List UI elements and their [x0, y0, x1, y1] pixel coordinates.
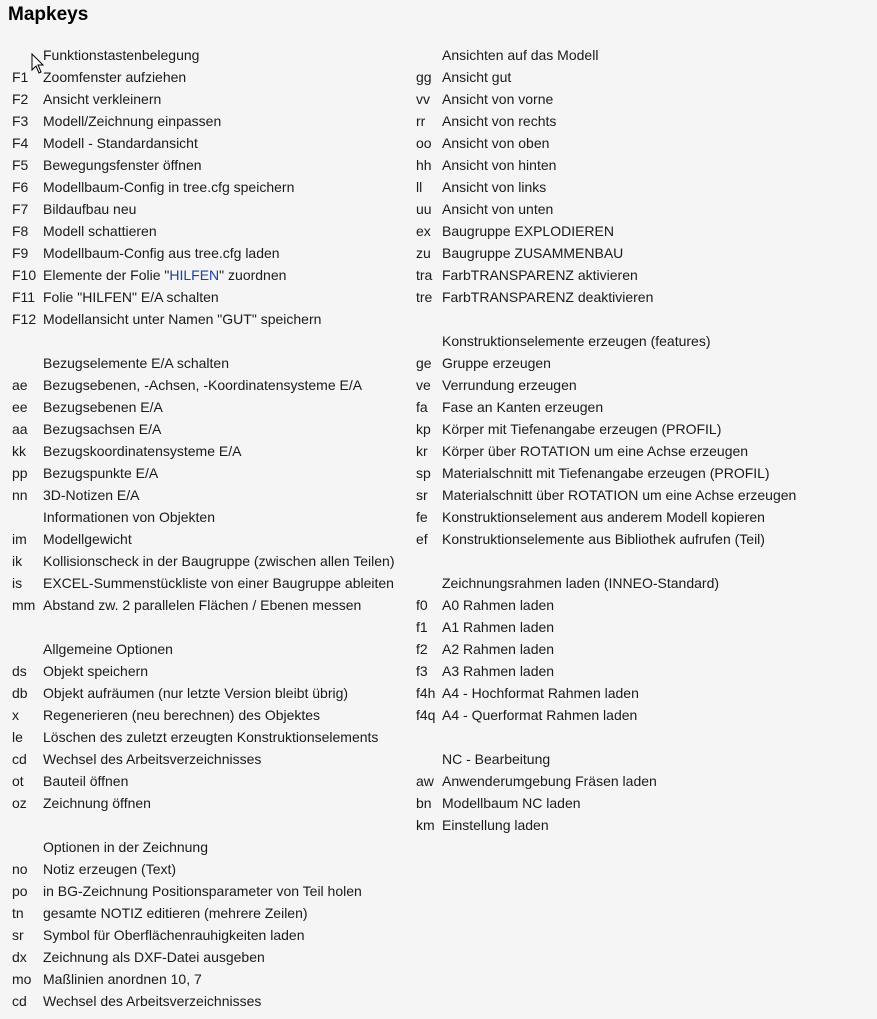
mapkey-row: [12, 902, 412, 924]
mapkey-key: km: [416, 817, 435, 833]
section-heading: [416, 330, 876, 352]
mapkey-row: [12, 462, 412, 484]
mapkey-row: [12, 572, 412, 594]
mapkey-row: [12, 770, 412, 792]
mapkey-key: ik: [12, 553, 23, 569]
mapkey-row: [416, 506, 876, 528]
mapkey-key: le: [12, 729, 23, 745]
mapkey-row: [416, 770, 876, 792]
mapkey-row: [416, 88, 876, 110]
mapkey-row: [12, 748, 412, 770]
spacer-row: [416, 550, 876, 572]
mapkey-description: Modell schattieren: [43, 223, 157, 239]
mapkey-key: F6: [12, 179, 29, 195]
mapkey-key: f1: [416, 619, 428, 635]
mapkey-row: [12, 704, 412, 726]
mapkey-description: Objekt speichern: [43, 663, 149, 679]
mapkey-description: Modell/Zeichnung einpassen: [43, 113, 222, 129]
mapkey-row: [12, 264, 412, 286]
mapkey-description: Fase an Kanten erzeugen: [442, 399, 604, 415]
mapkey-row: [12, 792, 412, 814]
mapkey-key: F8: [12, 223, 29, 239]
mapkey-row: [12, 528, 412, 550]
mapkey-description: Symbol für Oberflächenrauhigkeiten laden: [43, 927, 305, 943]
mapkey-description: A4 - Querformat Rahmen laden: [442, 707, 638, 723]
mapkey-key: ve: [416, 377, 431, 393]
section-heading: [416, 748, 876, 770]
mapkey-row: [416, 484, 876, 506]
mapkey-key: mm: [12, 597, 36, 613]
mapkey-key: F4: [12, 135, 29, 151]
mapkey-key: vv: [416, 91, 430, 107]
mapkey-key: is: [12, 575, 23, 591]
layer-name-highlight: HILFEN: [169, 267, 220, 283]
mapkey-row: [12, 968, 412, 990]
mapkey-key: no: [12, 861, 28, 877]
mapkey-description: Bezugsachsen E/A: [43, 421, 162, 437]
mapkey-key: ds: [12, 663, 27, 679]
mapkey-key: hh: [416, 157, 432, 173]
section-heading-text: Informationen von Objekten: [43, 509, 215, 525]
description-text: Elemente der Folie ": [43, 267, 170, 283]
mapkey-key: kk: [12, 443, 26, 459]
mapkey-description: A3 Rahmen laden: [442, 663, 555, 679]
mapkey-description: Bezugsebenen E/A: [43, 399, 163, 415]
mapkey-description: Modellgewicht: [43, 531, 132, 547]
mapkey-row: [416, 374, 876, 396]
mapkey-row: [416, 132, 876, 154]
mapkey-description: Ansicht von hinten: [442, 157, 557, 173]
mapkey-description: Bezugskoordinatensysteme E/A: [43, 443, 242, 459]
mapkey-row: [416, 66, 876, 88]
mapkey-key: zu: [416, 245, 431, 261]
section-heading-text: Optionen in der Zeichnung: [43, 839, 208, 855]
mapkey-row: [12, 198, 412, 220]
mapkey-row: [12, 242, 412, 264]
mapkey-description: Folie "HILFEN" E/A schalten: [43, 289, 219, 305]
mapkey-description: Modell - Standardansicht: [43, 135, 198, 151]
mapkey-key: cd: [12, 993, 27, 1009]
mapkey-description: A0 Rahmen laden: [442, 597, 555, 613]
mapkey-row: [12, 880, 412, 902]
mapkeys-right-column: [416, 44, 876, 836]
mapkey-description: A2 Rahmen laden: [442, 641, 555, 657]
mapkey-description: Bauteil öffnen: [43, 773, 129, 789]
section-heading-text: Funktionstastenbelegung: [43, 47, 200, 63]
mapkey-key: gg: [416, 69, 432, 85]
mapkey-key: kp: [416, 421, 431, 437]
mapkey-key: tra: [416, 267, 433, 283]
mapkey-row: [416, 110, 876, 132]
section-heading-text: Zeichnungsrahmen laden (INNEO-Standard): [442, 575, 720, 591]
mapkey-key: tre: [416, 289, 433, 305]
mapkey-key: oo: [416, 135, 432, 151]
mapkey-row: [416, 396, 876, 418]
mapkey-key: sr: [12, 927, 24, 943]
mapkey-row: [416, 440, 876, 462]
mapkey-key: rr: [416, 113, 426, 129]
description-text: " zuordnen: [219, 267, 287, 283]
mapkey-row: [416, 198, 876, 220]
mapkey-description: Anwenderumgebung Fräsen laden: [442, 773, 657, 789]
spacer-row: [12, 616, 412, 638]
mapkey-key: tn: [12, 905, 24, 921]
mapkey-row: [416, 462, 876, 484]
mapkey-row: [416, 220, 876, 242]
mapkey-description: Ansicht von links: [442, 179, 547, 195]
section-heading-text: Ansichten auf das Modell: [442, 47, 599, 63]
mapkeys-left-column: [12, 44, 412, 1012]
mapkey-row: [12, 990, 412, 1012]
mapkey-row: [416, 264, 876, 286]
mapkey-description: Verrundung erzeugen: [442, 377, 577, 393]
mapkey-key: F12: [12, 311, 37, 327]
mapkey-key: ex: [416, 223, 431, 239]
mapkey-row: [416, 528, 876, 550]
mapkey-description: Konstruktionselemente aus Bibliothek aufrufen (Teil): [442, 531, 765, 547]
mapkey-description: Wechsel des Arbeitsverzeichnisses: [43, 751, 262, 767]
mapkey-key: F5: [12, 157, 29, 173]
mapkey-description: Gruppe erzeugen: [442, 355, 551, 371]
mapkey-row: [416, 660, 876, 682]
mapkey-row: [12, 308, 412, 330]
mapkey-description: Modellbaum-Config in tree.cfg speichern: [43, 179, 295, 195]
mapkey-row: [12, 396, 412, 418]
mapkey-row: [416, 286, 876, 308]
mapkey-key: F3: [12, 113, 29, 129]
spacer-row: [416, 726, 876, 748]
section-heading-text: NC - Bearbeitung: [442, 751, 551, 767]
mapkey-row: [416, 792, 876, 814]
section-heading: [416, 44, 876, 66]
mapkey-row: [416, 176, 876, 198]
mouse-pointer-icon: [31, 53, 45, 75]
mapkey-row: [416, 154, 876, 176]
mapkey-key: fe: [416, 509, 428, 525]
mapkey-description: in BG-Zeichnung Positionsparameter von Teil holen: [43, 883, 362, 899]
mapkey-key: f4h: [416, 685, 436, 701]
mapkey-key: ef: [416, 531, 428, 547]
mapkey-row: [12, 374, 412, 396]
mapkey-key: f3: [416, 663, 428, 679]
mapkey-key: ae: [12, 377, 28, 393]
mapkey-description: Konstruktionselement aus anderem Modell kopieren: [442, 509, 765, 525]
mapkey-key: F7: [12, 201, 29, 217]
section-heading: [416, 572, 876, 594]
mapkey-description: A4 - Hochformat Rahmen laden: [442, 685, 639, 701]
mapkey-key: aa: [12, 421, 28, 437]
mapkey-description: FarbTRANSPARENZ deaktivieren: [442, 289, 654, 305]
mapkey-key: kr: [416, 443, 428, 459]
mapkey-row: [12, 660, 412, 682]
mapkey-key: ot: [12, 773, 24, 789]
mapkey-description: Zeichnung öffnen: [43, 795, 151, 811]
mapkey-key: F1: [12, 69, 29, 85]
mapkey-key: sr: [416, 487, 428, 503]
mapkey-description: Bezugspunkte E/A: [43, 465, 159, 481]
mapkey-row: [416, 616, 876, 638]
mapkey-row: [416, 704, 876, 726]
mapkey-description: Körper mit Tiefenangabe erzeugen (PROFIL): [442, 421, 722, 437]
mapkey-key: db: [12, 685, 28, 701]
mapkey-key: pp: [12, 465, 28, 481]
mapkey-key: po: [12, 883, 28, 899]
mapkey-description: A1 Rahmen laden: [442, 619, 555, 635]
mapkey-description: Bezugsebenen, -Achsen, -Koordinatensysteme E/A: [43, 377, 363, 393]
mapkey-row: [12, 946, 412, 968]
mapkey-description: Ansicht von rechts: [442, 113, 557, 129]
section-heading: [12, 836, 412, 858]
mapkey-key: F11: [12, 289, 36, 305]
mapkey-description: Materialschnitt über ROTATION um eine Achse erzeugen: [442, 487, 797, 503]
mapkey-description: EXCEL-Summenstückliste von einer Baugruppe ableiten: [43, 575, 394, 591]
mapkey-key: F9: [12, 245, 29, 261]
mapkey-row: [416, 418, 876, 440]
mapkey-description: Ansicht von oben: [442, 135, 550, 151]
mapkey-key: ee: [12, 399, 28, 415]
section-heading-text: Bezugselemente E/A schalten: [43, 355, 230, 371]
mapkey-description: Kollisionscheck in der Baugruppe (zwischen allen Teilen): [43, 553, 395, 569]
mapkey-key: mo: [12, 971, 32, 987]
mapkey-row: [12, 858, 412, 880]
mapkey-description: Baugruppe EXPLODIEREN: [442, 223, 614, 239]
mapkey-row: [12, 220, 412, 242]
mapkey-key: im: [12, 531, 27, 547]
mapkey-row: [416, 352, 876, 374]
mapkey-description: Bildaufbau neu: [43, 201, 137, 217]
mapkey-description: FarbTRANSPARENZ aktivieren: [442, 267, 638, 283]
mapkey-row: [12, 66, 412, 88]
mapkey-description: Körper über ROTATION um eine Achse erzeugen: [442, 443, 749, 459]
mapkey-row: [12, 418, 412, 440]
section-heading-text: Konstruktionselemente erzeugen (features): [442, 333, 711, 349]
mapkey-row: [12, 176, 412, 198]
spacer-row: [416, 308, 876, 330]
mapkey-description: Zoomfenster aufziehen: [43, 69, 187, 85]
section-heading: [12, 506, 412, 528]
mapkey-key: x: [12, 707, 19, 723]
mapkey-description: Objekt aufräumen (nur letzte Version bleibt übrig): [43, 685, 349, 701]
mapkey-row: [12, 682, 412, 704]
mapkey-row: [12, 594, 412, 616]
mapkey-description: Maßlinien anordnen 10, 7: [43, 971, 202, 987]
mapkey-row: [12, 484, 412, 506]
mapkey-key: fa: [416, 399, 428, 415]
mapkey-key: dx: [12, 949, 27, 965]
mapkey-key: F10: [12, 267, 37, 283]
mapkey-description: Ansicht von vorne: [442, 91, 554, 107]
section-heading: [12, 638, 412, 660]
mapkey-description: Ansicht verkleinern: [43, 91, 162, 107]
section-heading: [12, 352, 412, 374]
mapkey-row: [12, 110, 412, 132]
mapkey-description: Ansicht von unten: [442, 201, 554, 217]
section-heading-text: Allgemeine Optionen: [43, 641, 173, 657]
mapkey-key: uu: [416, 201, 432, 217]
mapkey-key: oz: [12, 795, 27, 811]
mapkey-description: Modellbaum NC laden: [442, 795, 581, 811]
mapkey-description: Ansicht gut: [442, 69, 512, 85]
mapkey-row: [12, 550, 412, 572]
mapkey-description: Notiz erzeugen (Text): [43, 861, 177, 877]
mapkey-key: aw: [416, 773, 434, 789]
mapkey-row: [12, 726, 412, 748]
mapkey-description: Löschen des zuletzt erzeugten Konstruktionselements: [43, 729, 379, 745]
mapkey-description: gesamte NOTIZ editieren (mehrere Zeilen): [43, 905, 308, 921]
mapkey-key: bn: [416, 795, 432, 811]
page-title: Mapkeys: [8, 4, 89, 25]
mapkey-row: [12, 286, 412, 308]
mapkey-description: Wechsel des Arbeitsverzeichnisses: [43, 993, 262, 1009]
mapkey-row: [416, 242, 876, 264]
mapkey-row: [416, 682, 876, 704]
mapkey-description: Materialschnitt mit Tiefenangabe erzeugen (PROFIL): [442, 465, 770, 481]
mapkey-description: [43, 264, 286, 286]
mapkey-key: f0: [416, 597, 428, 613]
mapkey-key: ge: [416, 355, 432, 371]
mapkey-row: [12, 924, 412, 946]
mapkey-description: Baugruppe ZUSAMMENBAU: [442, 245, 624, 261]
mapkey-key: f4q: [416, 707, 436, 723]
mapkey-key: f2: [416, 641, 428, 657]
mapkey-description: Bewegungsfenster öffnen: [43, 157, 202, 173]
mapkey-key: F2: [12, 91, 29, 107]
mapkey-row: [12, 88, 412, 110]
mapkey-description: 3D-Notizen E/A: [43, 487, 140, 503]
mapkey-key: cd: [12, 751, 27, 767]
section-heading: [12, 44, 412, 66]
mapkey-description: Zeichnung als DXF-Datei ausgeben: [43, 949, 265, 965]
mapkey-description: Modellbaum-Config aus tree.cfg laden: [43, 245, 280, 261]
mapkey-row: [12, 154, 412, 176]
mapkey-description: Modellansicht unter Namen "GUT" speichern: [43, 311, 322, 327]
mapkey-row: [416, 814, 876, 836]
mapkey-row: [12, 440, 412, 462]
spacer-row: [12, 814, 412, 836]
mapkey-description: Einstellung laden: [442, 817, 549, 833]
mapkey-key: nn: [12, 487, 28, 503]
mapkey-key: ll: [416, 179, 423, 195]
mapkey-row: [416, 594, 876, 616]
mapkey-description: Regenerieren (neu berechnen) des Objektes: [43, 707, 321, 723]
mapkey-description: Abstand zw. 2 parallelen Flächen / Ebenen messen: [43, 597, 362, 613]
mapkey-key: sp: [416, 465, 431, 481]
mapkey-row: [416, 638, 876, 660]
mapkey-row: [12, 132, 412, 154]
spacer-row: [12, 330, 412, 352]
